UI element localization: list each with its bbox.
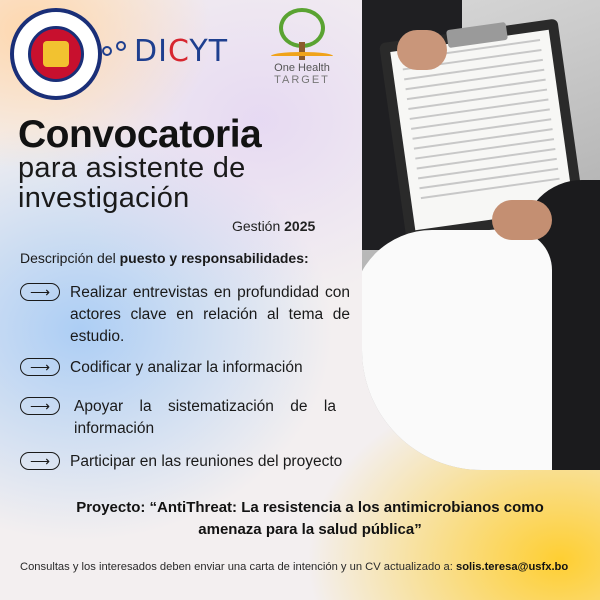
molecule-icon <box>102 41 132 61</box>
one-health-target-logo <box>262 8 342 86</box>
target-label: TARGET <box>274 74 330 86</box>
university-seal-logo <box>10 8 102 100</box>
contact-email[interactable]: solis.teresa@usfx.bo <box>455 561 569 573</box>
page-title: Convocatoria <box>18 113 262 156</box>
photo-signing-document <box>362 0 600 470</box>
dicyt-logo: DICYT <box>102 34 228 68</box>
one-health-label: One Health <box>274 62 330 74</box>
description-heading: Descripción del puesto y responsabilidades: <box>20 250 309 266</box>
arrow-right-icon: ⟶ <box>20 452 60 470</box>
list-item: ⟶ Apoyar la sistematización de la información <box>20 396 336 440</box>
arrow-right-icon: ⟶ <box>20 358 60 376</box>
arrow-right-icon: ⟶ <box>20 397 60 415</box>
list-item: ⟶ Codificar y analizar la información <box>20 357 303 379</box>
tree-icon <box>271 8 333 60</box>
gestion-year: Gestión 2025 <box>232 218 316 234</box>
arrow-right-icon: ⟶ <box>20 283 60 301</box>
project-title: Proyecto: “AntiThreat: La resistencia a los antimicrobianos como amenaza para la salud pública” <box>76 499 544 538</box>
list-item: ⟶ Participar en las reuniones del proyecto <box>20 451 342 473</box>
contact-footer: Consultas y los interesados deben enviar una carta de intención y un CV actualizado a: solis.teresa@usfx.bo <box>20 561 569 573</box>
list-item: ⟶ Realizar entrevistas en profundidad con actores clave en relación al tema de estudio. <box>20 282 350 348</box>
subtitle-line1: para asistente de <box>18 152 246 184</box>
subtitle-line2: investigación <box>18 182 190 214</box>
